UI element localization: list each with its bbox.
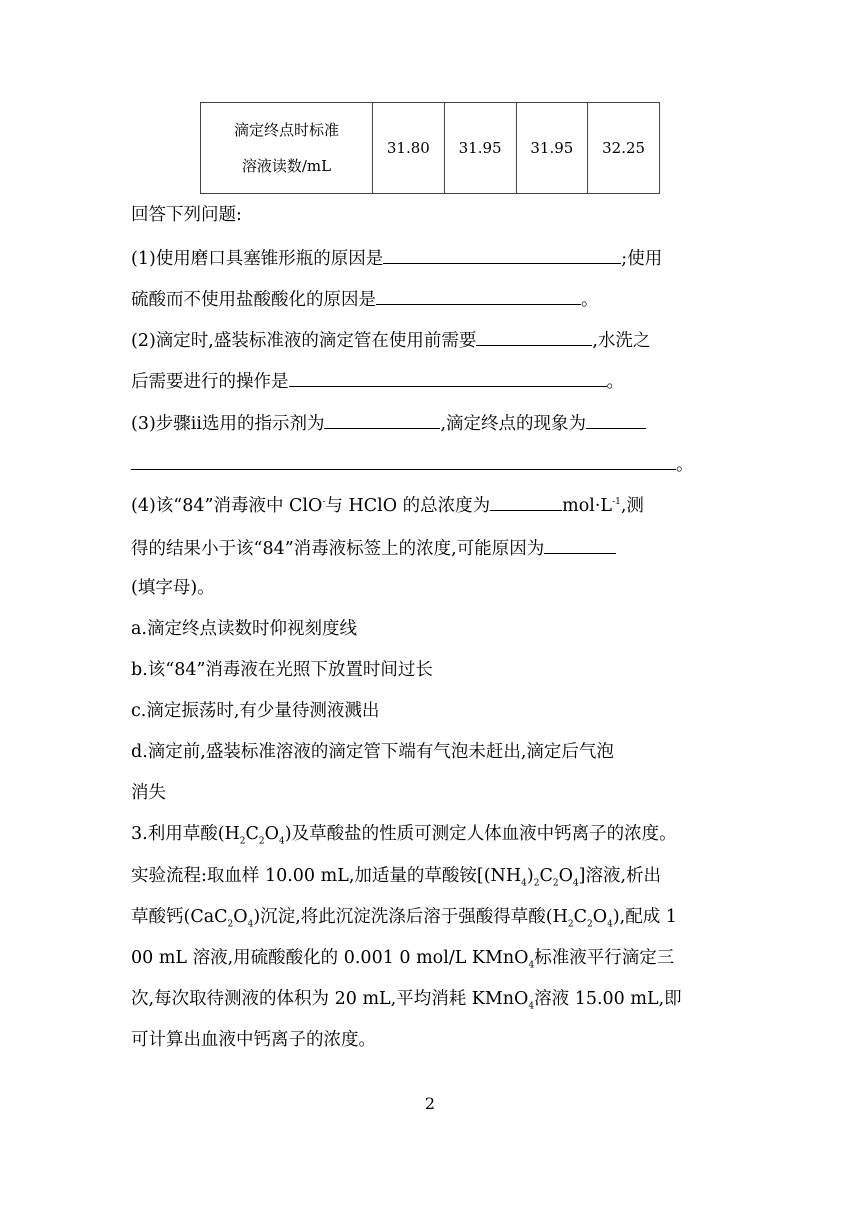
option-b: b.该“84”消毒液在光照下放置时间过长 bbox=[131, 660, 433, 680]
table-cell: 31.95 bbox=[516, 103, 588, 194]
table-cell: 32.25 bbox=[588, 103, 660, 194]
page-number: 2 bbox=[424, 1094, 436, 1113]
question-2-line2: 后需要进行的操作是 。 bbox=[131, 368, 624, 394]
row-label-unit: /mL bbox=[301, 157, 332, 175]
problem-3-line1: 3.利用草酸$(H_2C_2O_4)$及草酸盐的性质可测定人体血液中钙离子的浓度。 bbox=[131, 824, 677, 847]
row-label-line1: 滴定终点时标准 bbox=[233, 121, 339, 139]
row-label-cell bbox=[201, 103, 373, 194]
problem-3-line6: 可计算出血液中钙离子的浓度。 bbox=[131, 1030, 376, 1050]
answer-intro: 回答下列问题: bbox=[131, 205, 242, 225]
answer-blank bbox=[289, 368, 607, 387]
table-cell: 31.95 bbox=[444, 103, 516, 194]
answer-blank bbox=[376, 286, 581, 305]
question-3-line2: 。 bbox=[131, 451, 694, 477]
option-c: c.滴定振荡时,有少量待测液溅出 bbox=[131, 701, 380, 721]
answer-blank bbox=[476, 327, 592, 346]
question-1-line2: 硫酸而不使用盐酸酸化的原因是 。 bbox=[131, 286, 599, 312]
row-label-line2: 溶液读数/mL bbox=[241, 157, 332, 175]
question-4-line1: (4)该“84”消毒液中 ClO-与 HClO 的总浓度为 $mol\cdot L^{-1}$,测 bbox=[131, 492, 644, 518]
answer-blank bbox=[383, 245, 621, 264]
answer-blank bbox=[544, 535, 616, 554]
problem-3-line2: 实验流程:取血样 10.00 mL,加适量的草酸铵$[(NH_4)_2C_2O_4]$溶液,析出 bbox=[131, 866, 662, 889]
answer-blank bbox=[586, 410, 646, 429]
answer-blank bbox=[324, 410, 440, 429]
option-a: a.滴定终点读数时仰视刻度线 bbox=[131, 619, 357, 639]
problem-3-line5: 次,每次取待测液的体积为 20 mL,平均消耗 KMnO$_4$溶液 15.00 mL,即 bbox=[131, 989, 682, 1012]
answer-blank bbox=[131, 451, 676, 470]
problem-3-line4: 00 mL 溶液,用硫酸酸化的 0.001 0 mol/L KMnO$_4$标准液平行滴定三 bbox=[131, 948, 675, 971]
table-cell: 31.80 bbox=[373, 103, 445, 194]
question-4-line3: (填字母)。 bbox=[131, 578, 215, 598]
table-row bbox=[201, 103, 660, 194]
problem-3-line3: 草酸钙$(CaC_2O_4)$沉淀,将此沉淀洗涤后溶于强酸得草酸$(H_2C_2O_4)$,配成 1 bbox=[131, 907, 677, 930]
answer-blank bbox=[490, 492, 562, 511]
question-1-line1: (1)使用磨口具塞锥形瓶的原因是 ;使用 bbox=[131, 245, 662, 271]
question-4-line2: 得的结果小于该“84”消毒液标签上的浓度,可能原因为 bbox=[131, 535, 616, 561]
option-d-line2: 消失 bbox=[131, 783, 166, 803]
question-2-line1: (2)滴定时,盛装标准液的滴定管在使用前需要 ,水洗之 bbox=[131, 327, 650, 353]
option-d-line1: d.滴定前,盛装标准溶液的滴定管下端有气泡未赶出,滴定后气泡 bbox=[131, 742, 614, 762]
question-3-line1: (3)步骤ⅱ选用的指示剂为 ,滴定终点的现象为 bbox=[131, 410, 646, 436]
titration-data-table bbox=[200, 102, 660, 194]
